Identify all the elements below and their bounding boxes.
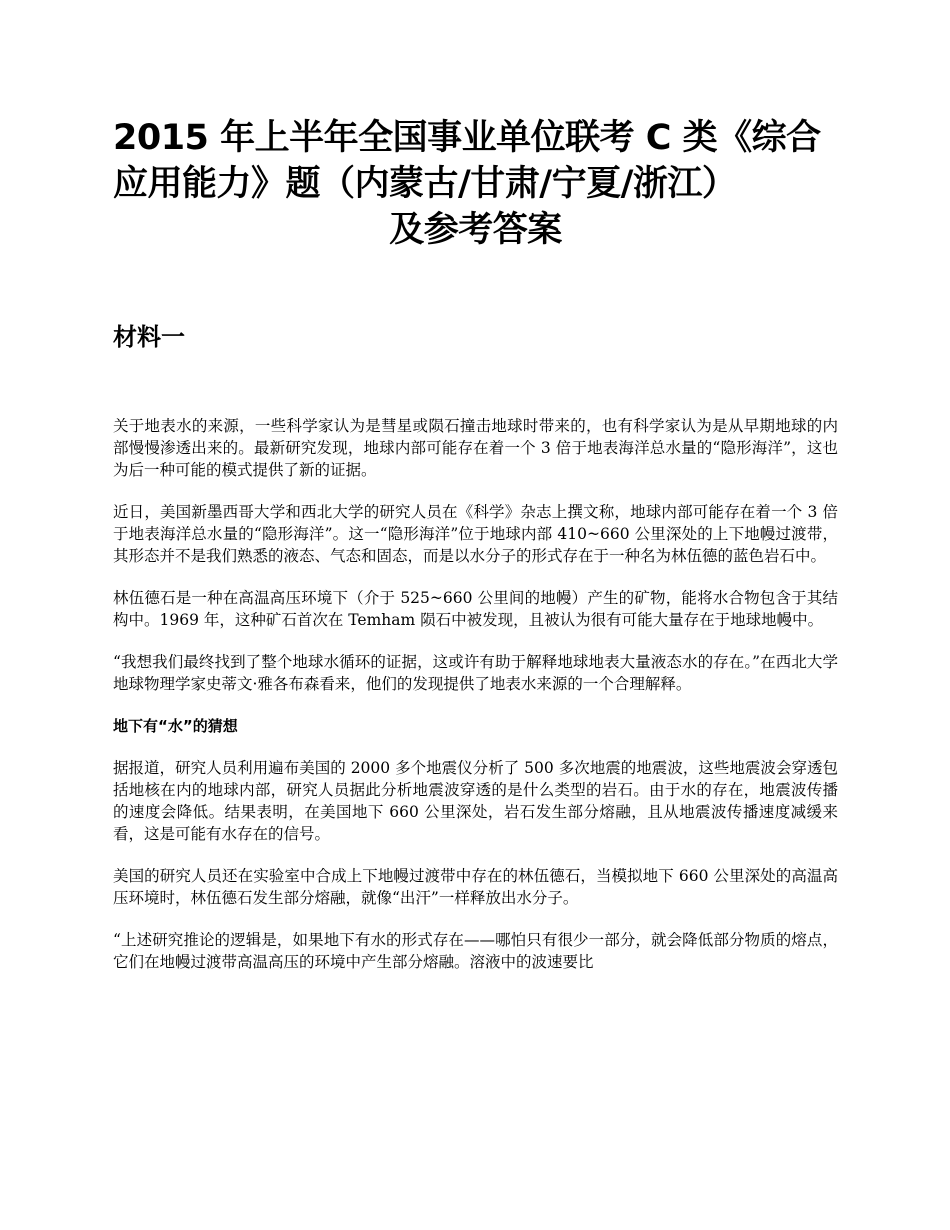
paragraph: 近日，美国新墨西哥大学和西北大学的研究人员在《科学》杂志上撰文称，地球内部可能存在着一个 3 倍于地表海洋总水量的“隐形海洋”。这一“隐形海洋”位于地球内部 410~660 公里深处的上下地幔过渡带，其形态并不是我们熟悉的液态、气态和固态，而是以水分子的形式存在于一种名为林伍德的蓝色岩石中。 [113,503,838,565]
paragraph: “上述研究推论的逻辑是，如果地下有水的形式存在——哪怕只有很少一部分，就会降低部分物质的熔点，它们在地幔过渡带高温高压的环境中产生部分熔融。溶液中的波速要比 [113,931,838,971]
document-title [113,115,838,253]
paragraph: 关于地表水的来源，一些科学家认为是彗星或陨石撞击地球时带来的，也有科学家认为是从早期地球的内部慢慢渗透出来的。最新研究发现，地球内部可能存在着一个 3 倍于地表海洋总水量的“隐形海洋”，这也为后一种可能的模式提供了新的证据。 [113,417,838,479]
subheading: 地下有“水”的猜想 [113,717,238,735]
paragraph: 林伍德石是一种在高温高压环境下（介于 525~660 公里间的地幔）产生的矿物，能将水合物包含于其结构中。1969 年，这种矿石首次在 Temham 陨石中被发现，且被认为很有可能大量存在于地球地幔中。 [113,589,838,629]
title-line-1: 2015 年上半年全国事业单位联考 C 类《综合 [113,118,821,158]
title-line-2: 应用能力》题（内蒙古/甘肃/宁夏/浙江） [113,164,737,204]
paragraph: 据报道，研究人员利用遍布美国的 2000 多个地震仪分析了 500 多次地震的地震波，这些地震波会穿透包括地核在内的地球内部，研究人员据此分析地震波穿透的是什么类型的岩石。由于水的存在，地震波传播的速度会降低。结果表明，在美国地下 660 公里深处，岩石发生部分熔融，且从地震波传播速度减缓来看，这是可能有水存在的信号。 [113,759,838,843]
paragraph: “我想我们最终找到了整个地球水循环的证据，这或许有助于解释地球地表大量液态水的存在。”在西北大学地球物理学家史蒂文·雅各布森看来，他们的发现提供了地表水来源的一个合理解释。 [113,653,838,693]
paragraph: 美国的研究人员还在实验室中合成上下地幔过渡带中存在的林伍德石，当模拟地下 660 公里深处的高温高压环境时，林伍德石发生部分熔融，就像“出汗”一样释放出水分子。 [113,867,838,907]
document-body [113,415,838,993]
section-heading: 材料一 [113,323,185,351]
title-line-3: 及参考答案 [389,210,562,250]
